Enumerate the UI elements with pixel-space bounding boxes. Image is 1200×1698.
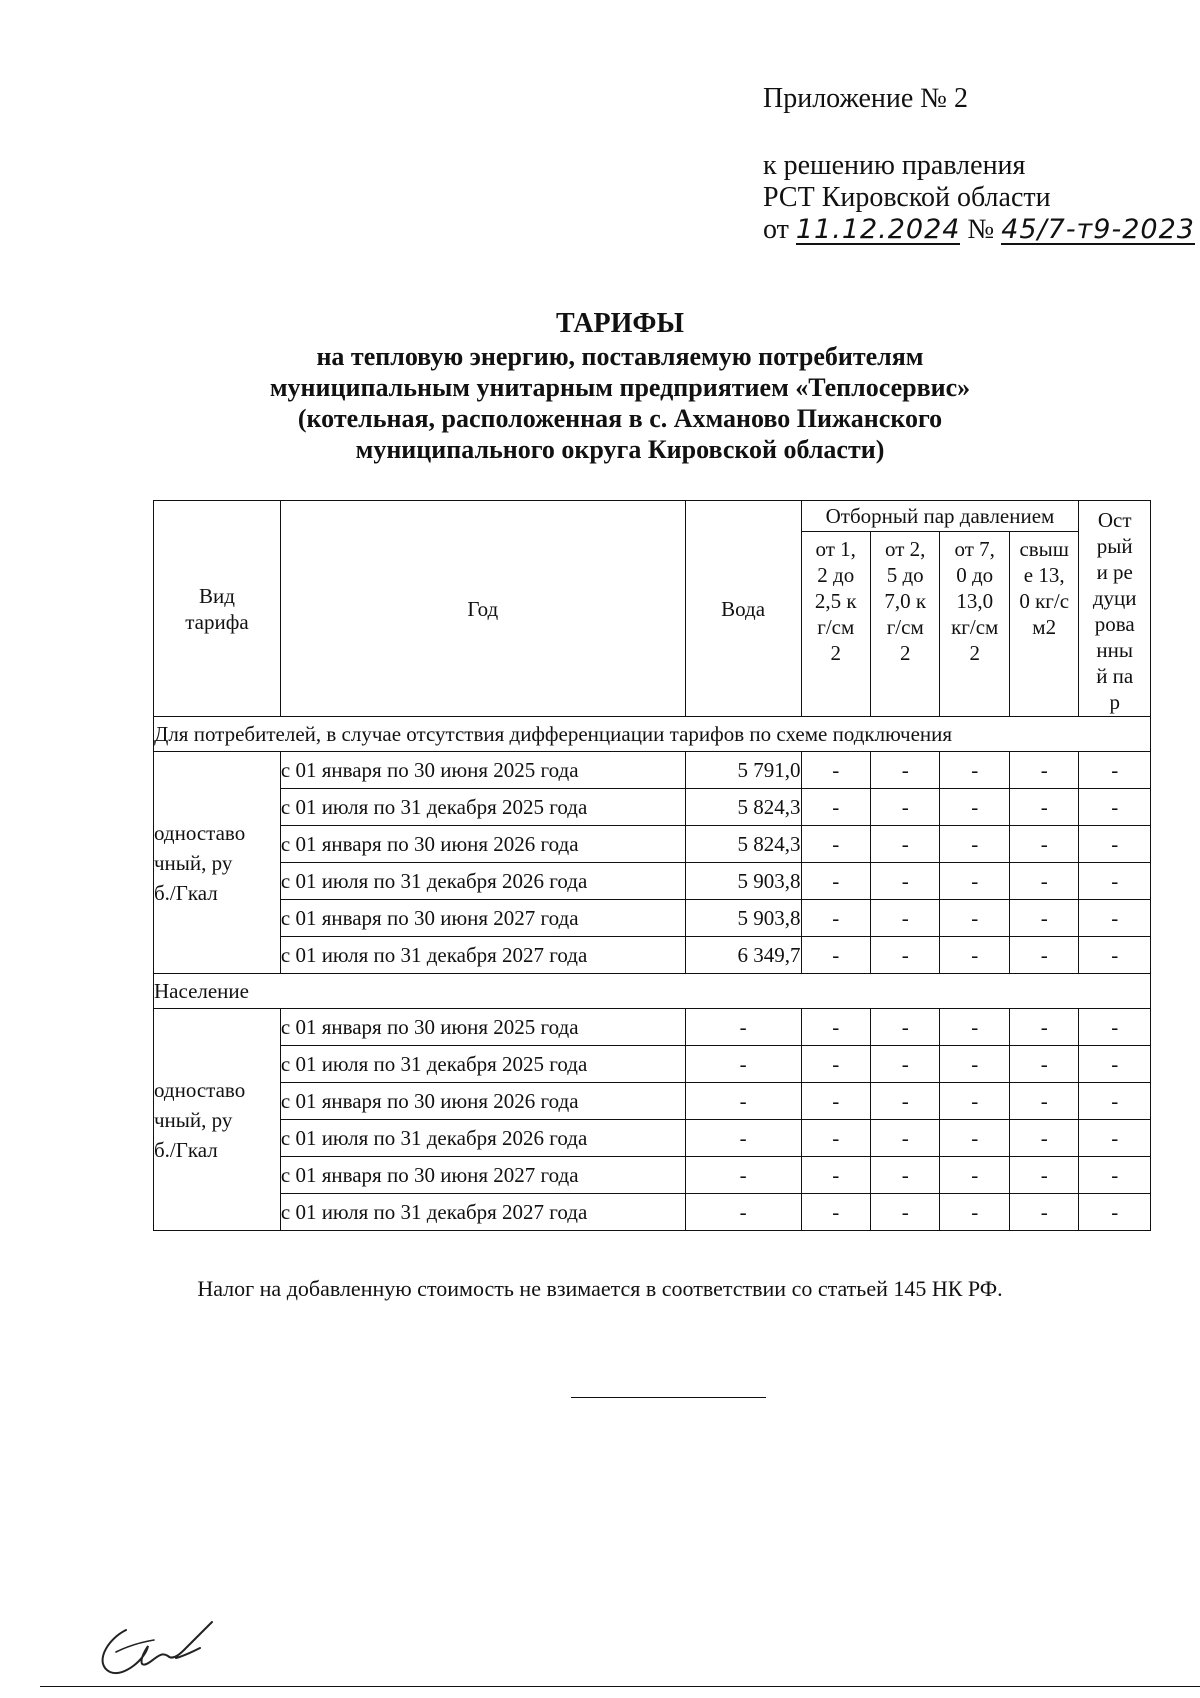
p4-cell: - bbox=[1009, 1046, 1079, 1083]
table-row bbox=[154, 826, 1151, 863]
sharp-cell: - bbox=[1079, 863, 1151, 900]
sharp-cell: - bbox=[1079, 1009, 1151, 1046]
p4-cell: - bbox=[1009, 1157, 1079, 1194]
p2-cell: - bbox=[870, 1009, 939, 1046]
header-tariff-type: Вид тарифа bbox=[154, 501, 281, 717]
table-row bbox=[154, 789, 1151, 826]
decision-line-2: РСТ Кировской области bbox=[763, 182, 1051, 213]
p3-cell: - bbox=[940, 1194, 1009, 1231]
p3-cell: - bbox=[940, 1157, 1009, 1194]
p4-cell: - bbox=[1009, 789, 1079, 826]
sharp-cell: - bbox=[1079, 789, 1151, 826]
title-main: ТАРИФЫ bbox=[556, 308, 684, 339]
p1-cell: - bbox=[801, 900, 870, 937]
sharp-cell: - bbox=[1079, 1194, 1151, 1231]
period-cell: с 01 июля по 31 декабря 2026 года bbox=[280, 863, 685, 900]
p1-cell: - bbox=[801, 1009, 870, 1046]
water-cell: 5 824,3 bbox=[685, 789, 801, 826]
p2-cell: - bbox=[870, 789, 939, 826]
table-row bbox=[154, 937, 1151, 974]
p4-cell: - bbox=[1009, 1083, 1079, 1120]
period-cell: с 01 января по 30 июня 2026 года bbox=[280, 826, 685, 863]
tariff-type-cell: одноставочный, руб./Гкал bbox=[154, 752, 281, 974]
p1-cell: - bbox=[801, 752, 870, 789]
table-row bbox=[154, 1120, 1151, 1157]
p3-cell: - bbox=[940, 1046, 1009, 1083]
p2-cell: - bbox=[870, 1046, 939, 1083]
p4-cell: - bbox=[1009, 826, 1079, 863]
p1-cell: - bbox=[801, 1046, 870, 1083]
p1-cell: - bbox=[801, 863, 870, 900]
p1-cell: - bbox=[801, 1194, 870, 1231]
p2-cell: - bbox=[870, 1083, 939, 1120]
p1-cell: - bbox=[801, 826, 870, 863]
p2-cell: - bbox=[870, 937, 939, 974]
p2-cell: - bbox=[870, 1157, 939, 1194]
number-prefix: № bbox=[967, 214, 995, 245]
signature-icon bbox=[88, 1612, 228, 1682]
title-line-4: муниципального округа Кировской области) bbox=[355, 435, 885, 464]
table-row bbox=[154, 1083, 1151, 1120]
vat-footnote: Налог на добавленную стоимость не взимается в соответствии со статьей 145 НК РФ. bbox=[197, 1276, 1003, 1301]
p2-cell: - bbox=[870, 863, 939, 900]
title-line-3: (котельная, расположенная в с. Ахманово Пижанского bbox=[297, 404, 943, 433]
table-row bbox=[154, 863, 1151, 900]
period-cell: с 01 июля по 31 декабря 2027 года bbox=[280, 1194, 685, 1231]
sharp-cell: - bbox=[1079, 826, 1151, 863]
section-title-consumers: Для потребителей, в случае отсутствия дифференциации тарифов по схеме подключения bbox=[154, 717, 1151, 752]
page-bottom-rule bbox=[40, 1686, 1200, 1687]
p4-cell: - bbox=[1009, 863, 1079, 900]
period-cell: с 01 июля по 31 декабря 2026 года bbox=[280, 1120, 685, 1157]
sharp-cell: - bbox=[1079, 1083, 1151, 1120]
table-row bbox=[154, 1157, 1151, 1194]
p4-cell: - bbox=[1009, 752, 1079, 789]
p3-cell: - bbox=[940, 789, 1009, 826]
p1-cell: - bbox=[801, 1120, 870, 1157]
water-cell: - bbox=[685, 1157, 801, 1194]
header-pressure-2: от 2,5 до 7,0 кг/см2 bbox=[870, 532, 939, 717]
header-water: Вода bbox=[685, 501, 801, 717]
sharp-cell: - bbox=[1079, 900, 1151, 937]
water-cell: 6 349,7 bbox=[685, 937, 801, 974]
decision-date: 11.12.2024 bbox=[795, 214, 961, 245]
water-cell: 5 903,8 bbox=[685, 863, 801, 900]
p4-cell: - bbox=[1009, 1009, 1079, 1046]
table-row bbox=[154, 752, 1151, 789]
sharp-cell: - bbox=[1079, 937, 1151, 974]
p1-cell: - bbox=[801, 789, 870, 826]
header-sharp-steam: Острый и редуцированный пар bbox=[1079, 501, 1151, 717]
table-row bbox=[154, 900, 1151, 937]
title-line-2: муниципальным унитарным предприятием «Теплосервис» bbox=[269, 373, 971, 402]
document-title bbox=[180, 308, 1060, 465]
p3-cell: - bbox=[940, 937, 1009, 974]
p2-cell: - bbox=[870, 900, 939, 937]
p3-cell: - bbox=[940, 752, 1009, 789]
header-pressure-3: от 7,0 до 13,0 кг/см2 bbox=[940, 532, 1009, 717]
p3-cell: - bbox=[940, 1009, 1009, 1046]
period-cell: с 01 января по 30 июня 2027 года bbox=[280, 1157, 685, 1194]
period-cell: с 01 января по 30 июня 2027 года bbox=[280, 900, 685, 937]
decision-reference bbox=[763, 150, 1195, 246]
decision-number: 45/7-т9-2023 bbox=[1001, 214, 1195, 245]
p4-cell: - bbox=[1009, 937, 1079, 974]
sharp-cell: - bbox=[1079, 1046, 1151, 1083]
period-cell: с 01 июля по 31 декабря 2025 года bbox=[280, 789, 685, 826]
p2-cell: - bbox=[870, 1194, 939, 1231]
p1-cell: - bbox=[801, 937, 870, 974]
p1-cell: - bbox=[801, 1083, 870, 1120]
header-year: Год bbox=[280, 501, 685, 717]
water-cell: - bbox=[685, 1194, 801, 1231]
p3-cell: - bbox=[940, 863, 1009, 900]
p4-cell: - bbox=[1009, 1194, 1079, 1231]
date-prefix: от bbox=[763, 214, 789, 245]
table-row bbox=[154, 1194, 1151, 1231]
p3-cell: - bbox=[940, 900, 1009, 937]
decision-date-line bbox=[763, 214, 1195, 246]
period-cell: с 01 января по 30 июня 2025 года bbox=[280, 752, 685, 789]
appendix-label: Приложение № 2 bbox=[763, 83, 968, 114]
water-cell: - bbox=[685, 1009, 801, 1046]
closing-divider bbox=[571, 1397, 766, 1398]
p4-cell: - bbox=[1009, 1120, 1079, 1157]
period-cell: с 01 июля по 31 декабря 2027 года bbox=[280, 937, 685, 974]
table-row bbox=[154, 1009, 1151, 1046]
sharp-cell: - bbox=[1079, 752, 1151, 789]
p3-cell: - bbox=[940, 826, 1009, 863]
header-steam-group: Отборный пар давлением bbox=[801, 501, 1079, 532]
table-row bbox=[154, 1046, 1151, 1083]
period-cell: с 01 июля по 31 декабря 2025 года bbox=[280, 1046, 685, 1083]
p4-cell: - bbox=[1009, 900, 1079, 937]
p2-cell: - bbox=[870, 1120, 939, 1157]
title-line-1: на тепловую энергию, поставляемую потребителям bbox=[316, 342, 924, 371]
sharp-cell: - bbox=[1079, 1157, 1151, 1194]
p2-cell: - bbox=[870, 752, 939, 789]
header-pressure-4: свыше 13,0 кг/см2 bbox=[1009, 532, 1079, 717]
tariff-table bbox=[153, 500, 1151, 1231]
header-pressure-1: от 1,2 до 2,5 кг/см2 bbox=[801, 532, 870, 717]
p3-cell: - bbox=[940, 1120, 1009, 1157]
tariff-type-cell: одноставочный, руб./Гкал bbox=[154, 1009, 281, 1231]
sharp-cell: - bbox=[1079, 1120, 1151, 1157]
p3-cell: - bbox=[940, 1083, 1009, 1120]
water-cell: - bbox=[685, 1083, 801, 1120]
period-cell: с 01 января по 30 июня 2025 года bbox=[280, 1009, 685, 1046]
water-cell: - bbox=[685, 1120, 801, 1157]
water-cell: 5 824,3 bbox=[685, 826, 801, 863]
section-title-population: Население bbox=[154, 974, 1151, 1009]
p2-cell: - bbox=[870, 826, 939, 863]
water-cell: 5 791,0 bbox=[685, 752, 801, 789]
decision-line-1: к решению правления bbox=[763, 150, 1026, 181]
period-cell: с 01 января по 30 июня 2026 года bbox=[280, 1083, 685, 1120]
water-cell: 5 903,8 bbox=[685, 900, 801, 937]
water-cell: - bbox=[685, 1046, 801, 1083]
p1-cell: - bbox=[801, 1157, 870, 1194]
